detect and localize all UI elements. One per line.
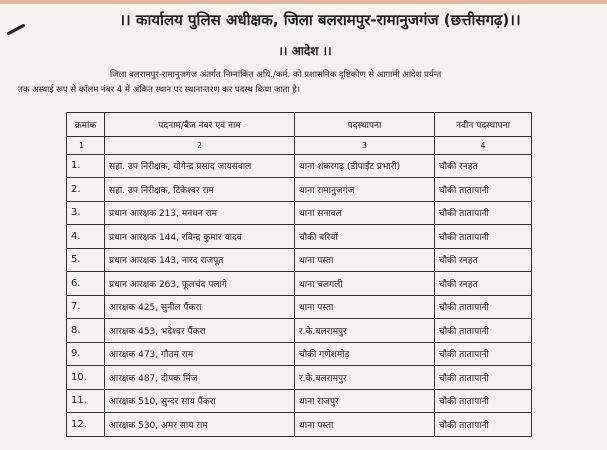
posting-cell: थाना सनावल	[295, 201, 435, 225]
office-title: ।। कार्यालय पुलिस अधीक्षक, जिला बलरामपुर-रामानुजगंज (छत्तीसगढ़)।।	[119, 11, 521, 29]
name-cell: प्रधान आरक्षक 263, फूलचंद पलागे	[105, 272, 295, 296]
new-posting-cell: चौकी तातापानी	[435, 366, 532, 390]
table-row	[67, 154, 532, 178]
posting-cell: थाना चलगली	[295, 272, 435, 296]
posting-cell: थाना पस्ता	[295, 248, 435, 272]
header-posting: पदस्थापना	[295, 113, 435, 137]
column-number-3: 3	[295, 136, 435, 154]
table-row	[67, 319, 532, 343]
serial-cell: 4.	[67, 225, 105, 249]
table-header-row	[67, 113, 532, 137]
table-row	[67, 225, 532, 249]
new-posting-cell: चौकी तातापानी	[435, 295, 532, 319]
serial-cell: 10.	[67, 366, 105, 390]
column-number-2: 2	[105, 136, 295, 154]
table-row	[67, 342, 532, 366]
name-cell: प्रधान आरक्षक 144, रविन्द्र कुमार यादव	[105, 225, 295, 249]
new-posting-cell: चौकी रनहत	[435, 248, 532, 272]
posting-cell: थाना पस्ता	[295, 295, 435, 319]
posting-cell: थाना रामानुजगंज	[295, 178, 435, 202]
serial-cell: 11.	[67, 389, 105, 413]
posting-cell: थाना राजपुर	[295, 389, 435, 413]
header-new-posting: नवीन पदस्थापना	[435, 113, 532, 137]
posting-cell: थाना पस्ता	[295, 413, 435, 437]
order-paragraph-line-2: तक अस्थाई रूप से कॉलम नंबर 4 में अंकित स्थान पर स्थानान्तरण कर पदस्थ किया जाता है।	[18, 85, 301, 95]
serial-cell: 12.	[67, 413, 105, 437]
name-cell: आरक्षक 510, सुन्दर साय पैंकरा	[105, 389, 295, 413]
table-row	[67, 389, 532, 413]
name-cell: आरक्षक 473, गौतम राम	[105, 342, 295, 366]
posting-cell: थाना शंकरगढ़ (डीपाईंट प्रभारी)	[295, 154, 435, 178]
new-posting-cell: चौकी रनहत	[435, 154, 532, 178]
table-row	[67, 201, 532, 225]
table-row	[67, 413, 532, 437]
name-cell: सहा. उप निरीक्षक, टिकेश्वर राम	[105, 178, 295, 202]
name-cell: आरक्षक 487, दीपक मिंज	[105, 366, 295, 390]
name-cell: आरक्षक 530, अमर साय राम	[105, 413, 295, 437]
serial-cell: 5.	[67, 248, 105, 272]
name-cell: आरक्षक 425, सुनील पैंकरा	[105, 295, 295, 319]
column-number-row	[67, 136, 532, 154]
new-posting-cell: चौकी तातापानी	[435, 319, 532, 343]
serial-cell: 2.	[67, 178, 105, 202]
new-posting-cell: चौकी तातापानी	[435, 225, 532, 249]
new-posting-cell: चौकी रनहत	[435, 272, 532, 296]
pen-mark-icon	[6, 23, 25, 35]
header-serial: क्रमांक	[67, 113, 105, 137]
order-heading: ।। आदेश ।।	[278, 44, 332, 58]
serial-cell: 7.	[67, 295, 105, 319]
new-posting-cell: चौकी तातापानी	[435, 178, 532, 202]
order-paragraph-line-1: जिला बलरामपुर-रामानुजगंज अंतर्गत निम्नांकित अधि./कर्म. को प्रशासनिक दृष्टिकोण से आगामी आदेश पर्यन्त	[110, 70, 442, 80]
posting-cell: चौकी बरियों	[295, 225, 435, 249]
serial-cell: 6.	[67, 272, 105, 296]
top-edge-stripe	[0, 0, 607, 4]
table-row	[67, 295, 532, 319]
table-row	[67, 272, 532, 296]
column-number-1: 1	[67, 136, 105, 154]
transfer-table	[66, 112, 532, 437]
serial-cell: 8.	[67, 319, 105, 343]
new-posting-cell: चौकी तातापानी	[435, 413, 532, 437]
new-posting-cell: चौकी तातापानी	[435, 201, 532, 225]
posting-cell: र.के.बलरामपुर	[295, 319, 435, 343]
posting-cell: चौकी गणेशमोड़	[295, 342, 435, 366]
header-name: पदनाम/बैज नंबर एवं नाम	[105, 113, 295, 137]
table-row	[67, 366, 532, 390]
new-posting-cell: चौकी तातापानी	[435, 342, 532, 366]
name-cell: प्रधान आरक्षक 213, मनधन राम	[105, 201, 295, 225]
serial-cell: 9.	[67, 342, 105, 366]
table-row	[67, 248, 532, 272]
serial-cell: 3.	[67, 201, 105, 225]
column-number-4: 4	[435, 136, 532, 154]
posting-cell: र.के.बलरामपुर	[295, 366, 435, 390]
name-cell: प्रधान आरक्षक 143, नारद राजपूत	[105, 248, 295, 272]
order-paragraph	[18, 68, 600, 98]
name-cell: आरक्षक 453, भदेश्वर पैंकरा	[105, 319, 295, 343]
new-posting-cell: चौकी तातापानी	[435, 389, 532, 413]
name-cell: सहा. उप निरीक्षक, योगेन्द्र प्रसाद जायसवाल	[105, 154, 295, 178]
serial-cell: 1.	[67, 154, 105, 178]
table-row	[67, 178, 532, 202]
